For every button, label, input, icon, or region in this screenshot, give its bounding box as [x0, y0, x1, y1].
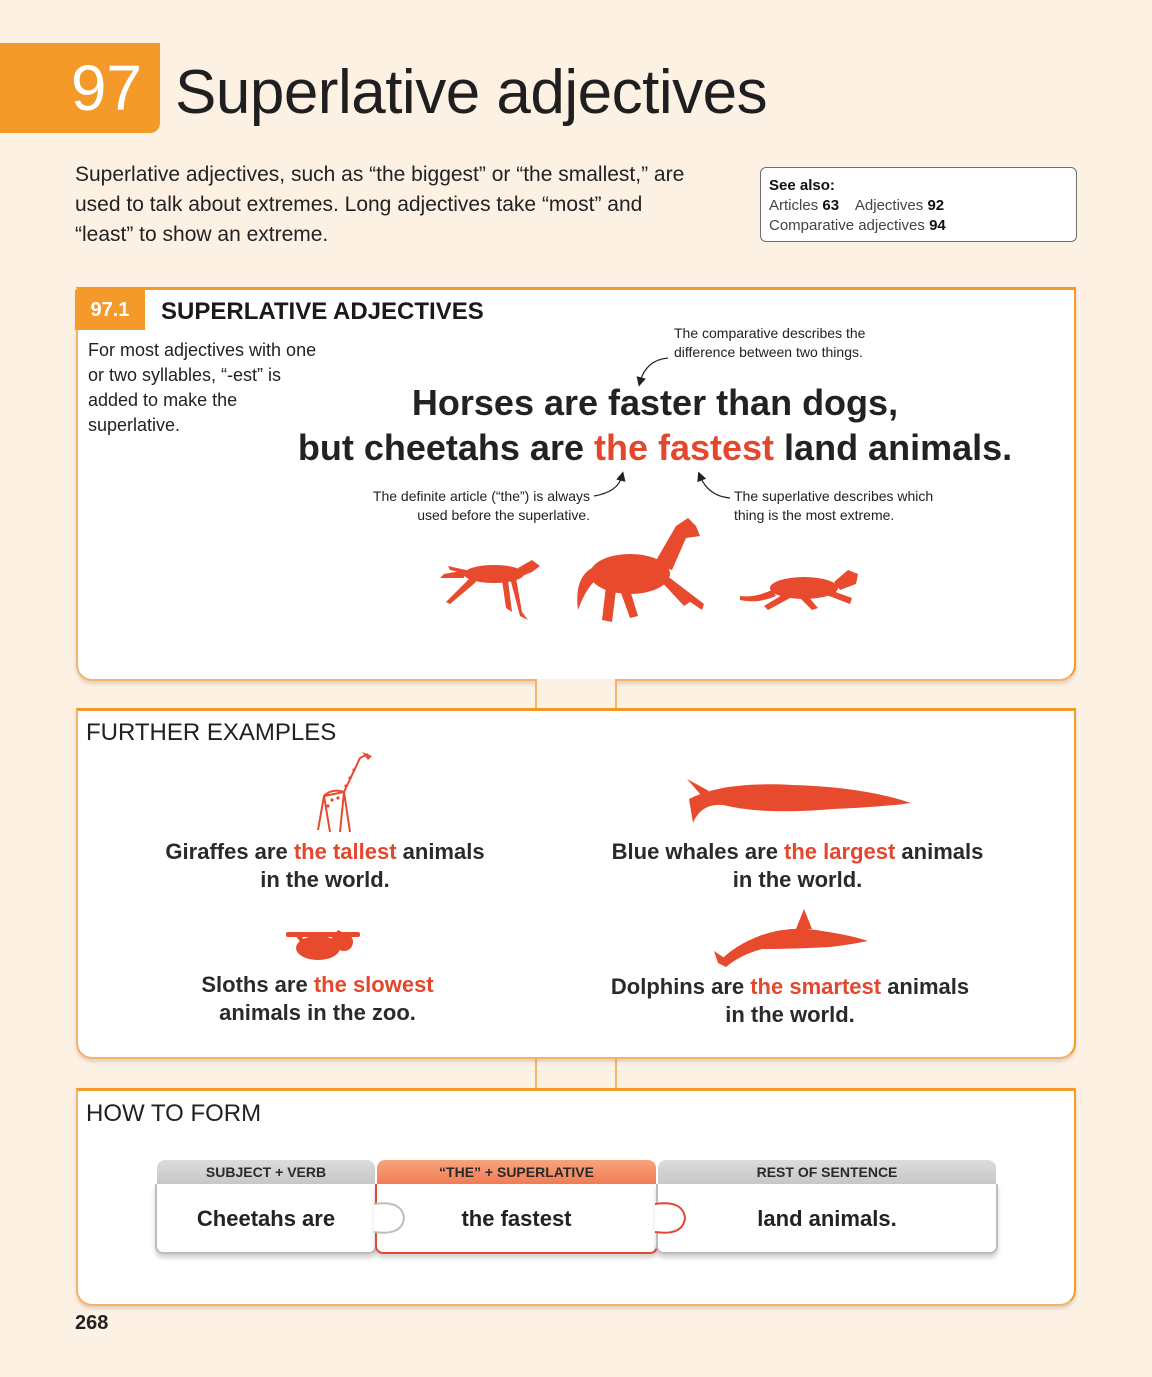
arrow-superlative	[700, 476, 730, 498]
section-title: SUPERLATIVE ADJECTIVES	[161, 298, 484, 325]
giraffe-icon	[310, 748, 375, 836]
sloth-icon	[284, 918, 364, 966]
section-description: For most adjectives with one or two syllables, “-est” is added to make the superlative.	[88, 340, 317, 435]
section-label: 97.1	[75, 290, 145, 330]
column-head-rest-of-sentence: REST OF SENTENCE	[658, 1160, 996, 1184]
puzzle-tab-2	[653, 1198, 689, 1238]
see-also-line-2: Comparative adjectives 94	[769, 217, 946, 234]
example-sloths: Sloths are the slowest animals in the zoo.	[201, 972, 434, 1025]
page-title: Superlative adjectives	[175, 58, 768, 127]
panel-connector-1	[535, 679, 617, 711]
sentence-line-1: Horses are faster than dogs,	[411, 382, 899, 423]
example-blue-whales: Blue whales are the largest animals in the world.	[611, 839, 984, 892]
horse-icon	[572, 512, 707, 627]
see-also-box	[760, 167, 1077, 242]
arrow-comparative	[640, 358, 668, 382]
example-dolphins: Dolphins are the smartest animals in the world.	[610, 974, 970, 1027]
column-body-subject-verb: Cheetahs are	[155, 1184, 377, 1254]
see-also-title: See also:	[769, 177, 835, 194]
how-to-form-title: HOW TO FORM	[86, 1100, 262, 1127]
chapter-number: 97	[0, 43, 160, 133]
column-head-subject-verb: SUBJECT + VERB	[157, 1160, 375, 1184]
note-superlative: The superlative describes which thing is the most extreme.	[734, 488, 934, 523]
arrow-article	[594, 476, 622, 496]
whale-icon	[683, 775, 918, 830]
cheetah-icon	[738, 560, 863, 620]
sentence-line-2: but cheetahs are the fastest land animals.	[297, 427, 1013, 468]
intro-text: Superlative adjectives, such as “the biggest” or “the smallest,” are used to talk about extremes. Long adjectives take “most” and “least” to show an extreme.	[75, 163, 685, 246]
column-head-the-superlative: “THE” + SUPERLATIVE	[377, 1160, 656, 1184]
puzzle-tab-1	[372, 1198, 408, 1238]
dolphin-icon	[712, 905, 872, 970]
panel-connector-2	[535, 1057, 617, 1091]
dog-icon	[436, 512, 546, 627]
see-also-line-1: Articles 63 Adjectives 92	[769, 197, 945, 214]
further-examples-title: FURTHER EXAMPLES	[86, 719, 337, 746]
column-body-rest-of-sentence: land animals.	[656, 1184, 998, 1254]
column-body-the-superlative: the fastest	[375, 1184, 658, 1254]
note-article: The definite article (“the”) is always used before the superlative.	[372, 488, 590, 523]
note-comparative: The comparative describes the difference between two things.	[674, 325, 866, 360]
annotation-arrows	[560, 340, 760, 500]
page-number: 268	[75, 1312, 109, 1334]
example-giraffes: Giraffes are the tallest animals in the world.	[165, 839, 485, 892]
